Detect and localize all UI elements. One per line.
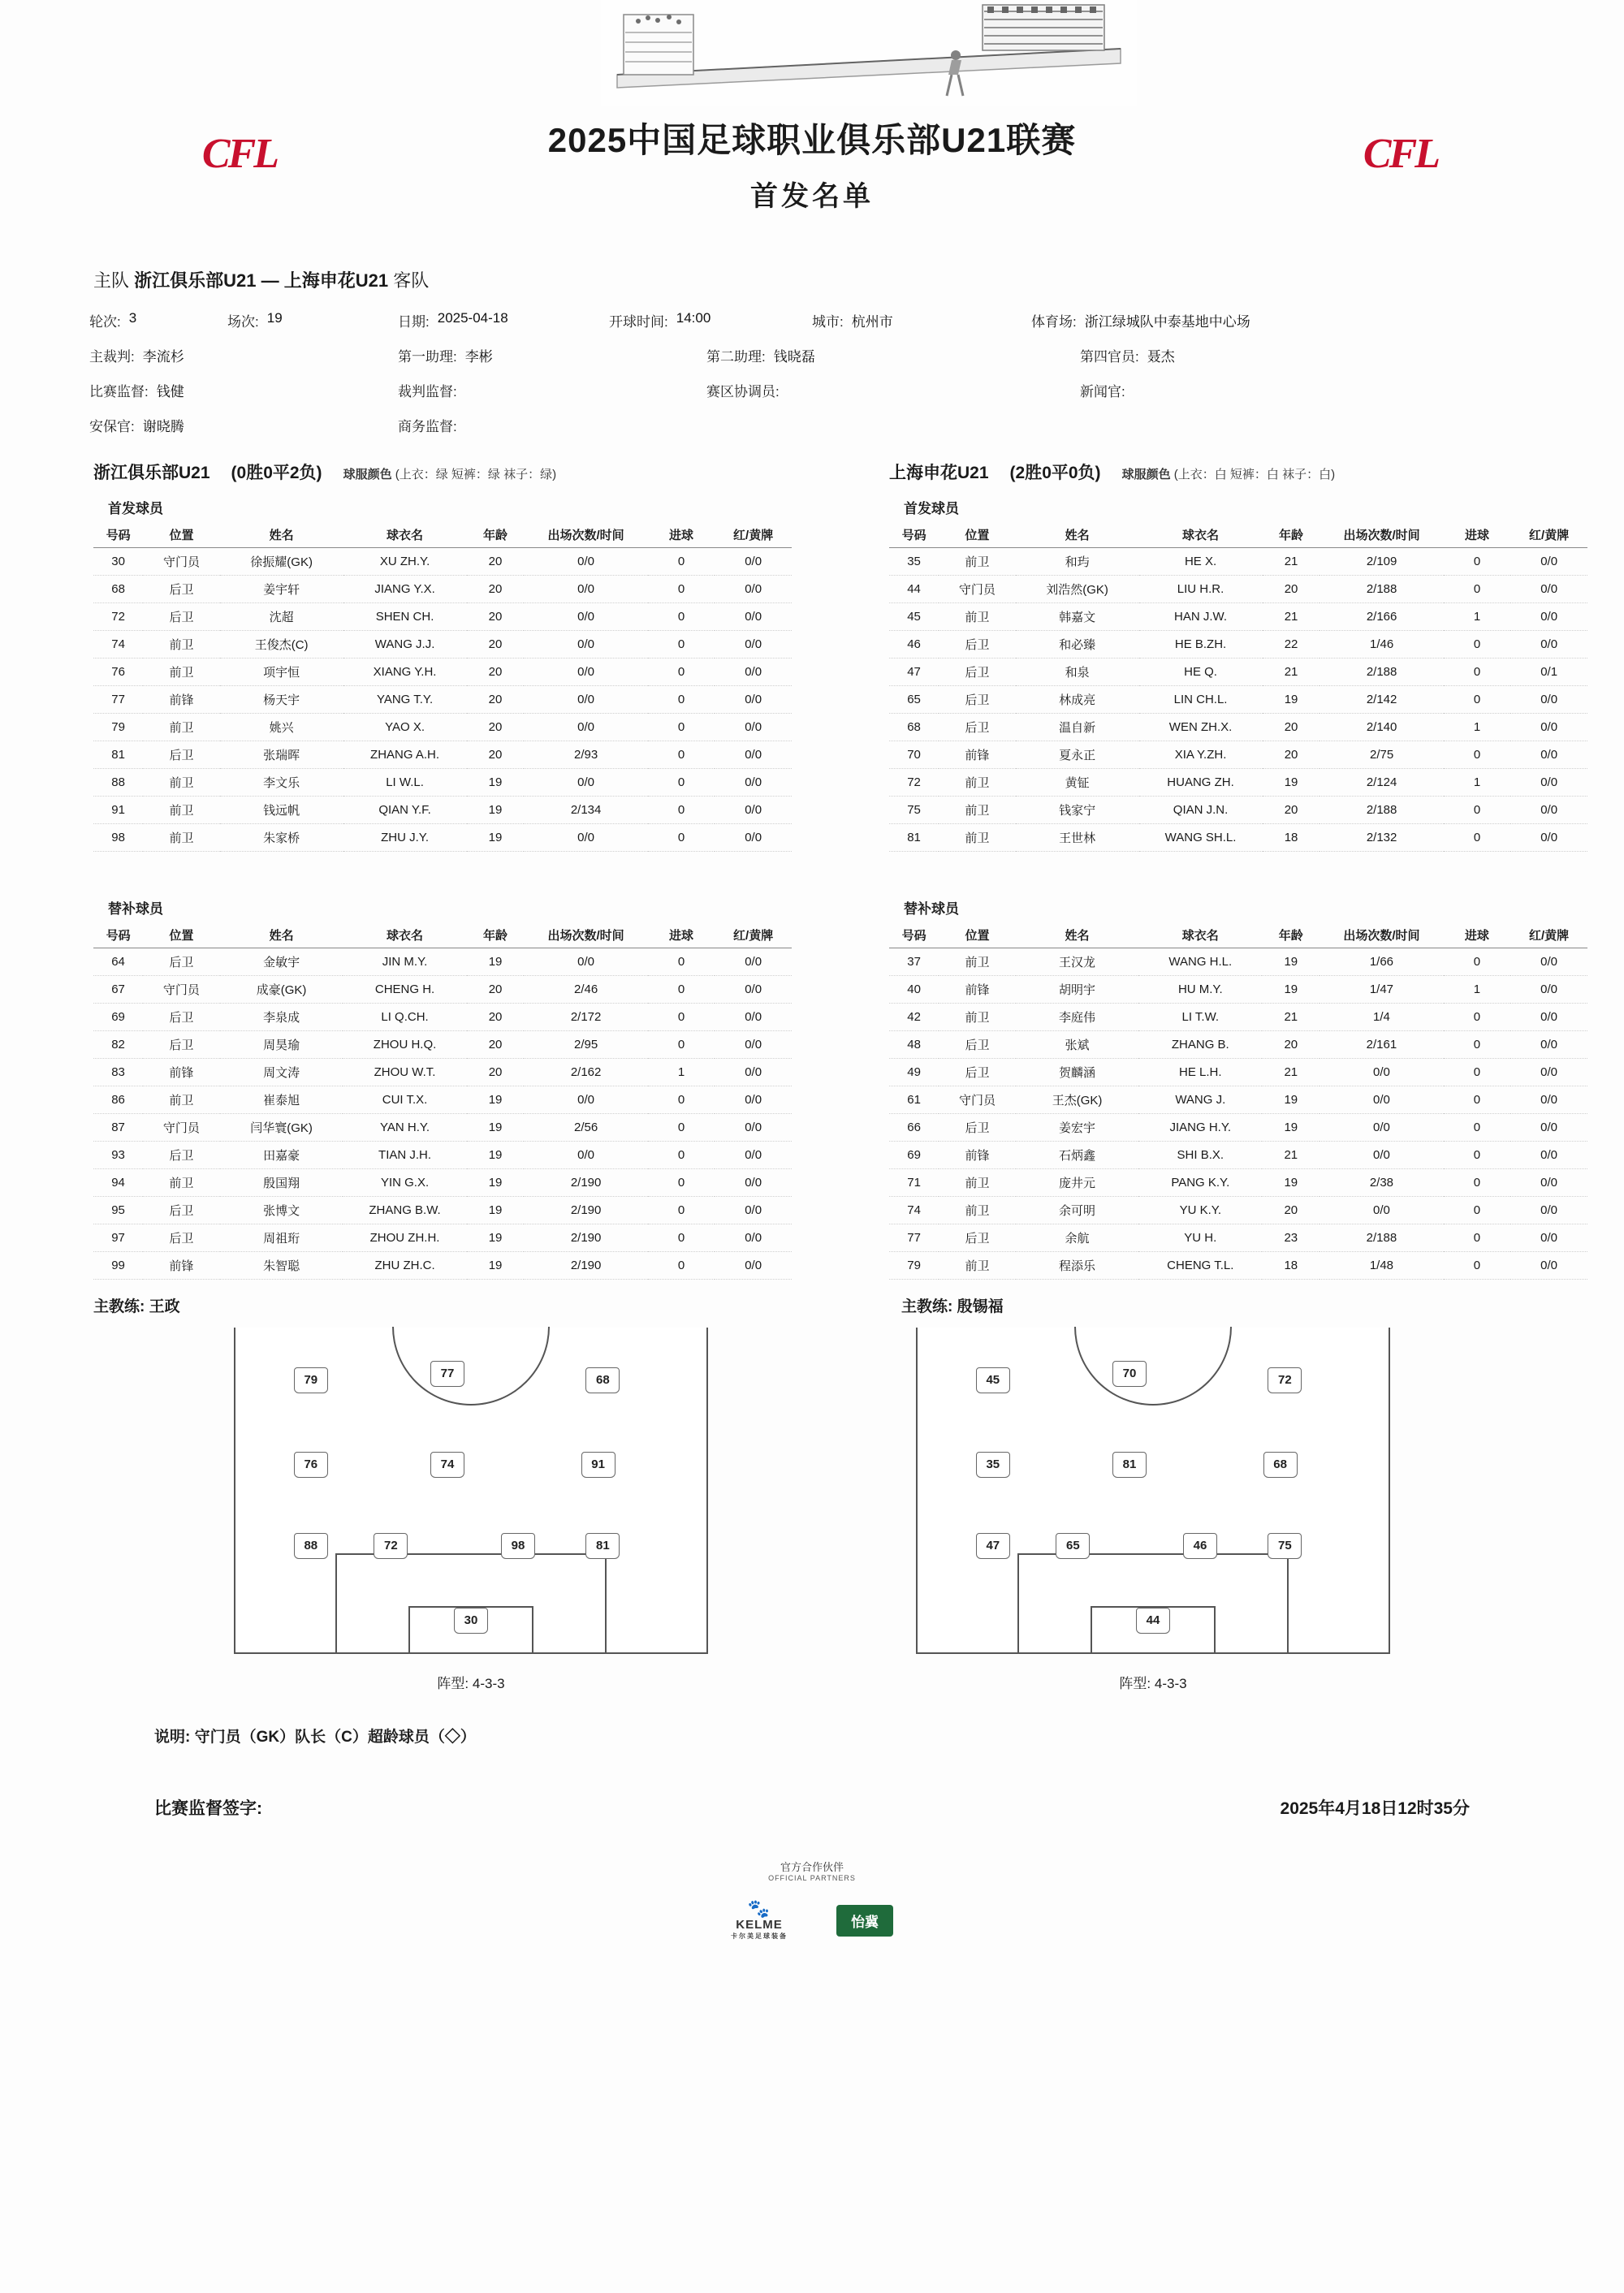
pitch-shirt: 47 xyxy=(976,1531,1010,1559)
home-starters-title: 首发球员 xyxy=(108,501,163,516)
info-fourth-official: 第四官员: 聂杰 xyxy=(1080,349,1175,365)
table-row: 48 后卫 张斌 ZHANG B. 20 2/161 0 0/0 xyxy=(889,1031,1587,1059)
table-row: 37 前卫 王汉龙 WANG H.L. 19 1/66 0 0/0 xyxy=(889,948,1587,976)
center-arc xyxy=(1074,1327,1232,1406)
away-team-record: (2胜0平0负) xyxy=(1009,464,1101,482)
info-press-officer: 新闻官: xyxy=(1080,384,1125,399)
pitch-shirt: 68 xyxy=(1263,1450,1298,1478)
table-row: 42 前卫 李庭伟 LI T.W. 21 1/4 0 0/0 xyxy=(889,1004,1587,1031)
info-coordinator: 赛区协调员: xyxy=(706,384,780,399)
table-row: 35 前卫 和玙 HE X. 21 2/109 0 0/0 xyxy=(889,548,1587,576)
table-row: 79 前卫 程添乐 CHENG T.L. 18 1/48 0 0/0 xyxy=(889,1252,1587,1280)
table-row: 81 后卫 张瑞晖 ZHANG A.H. 20 2/93 0 0/0 xyxy=(93,741,792,769)
table-row: 81 前卫 王世林 WANG SH.L. 18 2/132 0 0/0 xyxy=(889,824,1587,852)
page-title: 2025中国足球职业俱乐部U21联赛 xyxy=(547,121,1077,159)
signature-label: 比赛监督签字: xyxy=(154,1799,262,1818)
pitch-shirt: 44 xyxy=(1136,1606,1170,1634)
table-row: 70 前锋 夏永正 XIA Y.ZH. 20 2/75 0 0/0 xyxy=(889,741,1587,769)
table-row: 87 守门员 闫华寰(GK) YAN H.Y. 19 2/56 0 0/0 xyxy=(93,1114,792,1142)
pitch-shirt: 75 xyxy=(1268,1531,1302,1559)
table-row: 97 后卫 周祖珩 ZHOU ZH.H. 19 2/190 0 0/0 xyxy=(93,1224,792,1252)
match-info-row xyxy=(89,415,1543,435)
center-arc xyxy=(392,1327,550,1406)
home-kit-info: 球服颜色 (上衣：绿 短裤：绿 袜子：绿) xyxy=(343,468,557,481)
table-header-row: 号码 位置 姓名 球衣名 年龄 出场次数/时间 进球 红/黄牌 xyxy=(93,922,792,948)
paw-icon: 🐾 xyxy=(747,1898,771,1919)
info-security-officer: 安保官: 谢晓腾 xyxy=(89,419,184,434)
info-commercial-supervisor: 商务监督: xyxy=(398,419,457,434)
table-row: 86 前卫 崔泰旭 CUI T.X. 19 0/0 0 0/0 xyxy=(93,1086,792,1114)
table-row: 88 前卫 李文乐 LI W.L. 19 0/0 0 0/0 xyxy=(93,769,792,797)
home-team-name: 浙江俱乐部U21 xyxy=(134,270,257,291)
home-team-header xyxy=(93,460,812,484)
document-header xyxy=(0,0,1624,214)
table-row: 64 后卫 金敏宇 JIN M.Y. 19 0/0 0 0/0 xyxy=(93,948,792,976)
info-date: 日期: 2025-04-18 xyxy=(398,310,508,330)
table-row: 76 前卫 项宇恒 XIANG Y.H. 20 0/0 0 0/0 xyxy=(93,659,792,686)
pitch-shirt: 72 xyxy=(374,1531,408,1559)
pitch-shirt: 91 xyxy=(581,1450,615,1478)
pitch-shirt: 30 xyxy=(454,1606,488,1634)
match-dash: — xyxy=(261,270,279,291)
home-pitch xyxy=(234,1328,708,1654)
table-row: 95 后卫 张博文 ZHANG B.W. 19 2/190 0 0/0 xyxy=(93,1197,792,1224)
table-row: 44 守门员 刘浩然(GK) LIU H.R. 20 2/188 0 0/0 xyxy=(889,576,1587,603)
pitch-shirt: 74 xyxy=(430,1450,464,1478)
table-row: 69 前锋 石炳鑫 SHI B.X. 21 0/0 0 0/0 xyxy=(889,1142,1587,1169)
away-team-name: 上海申花U21 xyxy=(283,270,389,291)
away-team-block xyxy=(812,460,1570,1280)
pitch-shirt: 98 xyxy=(501,1531,535,1559)
table-row: 47 后卫 和泉 HE Q. 21 2/188 0 0/1 xyxy=(889,659,1587,686)
pitch-shirt: 45 xyxy=(976,1366,1010,1393)
table-row: 68 后卫 温自新 WEN ZH.X. 20 2/140 1 0/0 xyxy=(889,714,1587,741)
table-header-row: 号码 位置 姓名 球衣名 年龄 出场次数/时间 进球 红/黄牌 xyxy=(889,522,1587,548)
table-row: 46 后卫 和必臻 HE B.ZH. 22 1/46 0 0/0 xyxy=(889,631,1587,659)
table-row: 79 前卫 姚兴 YAO X. 20 0/0 0 0/0 xyxy=(93,714,792,741)
info-stadium: 体育场: 浙江绿城队中泰基地中心场 xyxy=(1031,314,1250,330)
table-row: 69 后卫 李泉成 LI Q.CH. 20 2/172 0 0/0 xyxy=(93,1004,792,1031)
pitch-shirt: 79 xyxy=(294,1366,328,1393)
table-row: 45 前卫 韩嘉文 HAN J.W. 21 2/166 1 0/0 xyxy=(889,603,1587,631)
table-row: 66 后卫 姜宏宇 JIANG H.Y. 19 0/0 0 0/0 xyxy=(889,1114,1587,1142)
match-info-row xyxy=(89,380,1543,400)
cfl-logo-left: CFL xyxy=(201,131,278,177)
info-city: 城市: 杭州市 xyxy=(812,314,893,330)
pitch-shirt: 81 xyxy=(1112,1450,1147,1478)
table-row: 72 后卫 沈超 SHEN CH. 20 0/0 0 0/0 xyxy=(93,603,792,631)
pitch-shirt: 65 xyxy=(1056,1531,1090,1559)
table-row: 30 守门员 徐振耀(GK) XU ZH.Y. 20 0/0 0 0/0 xyxy=(93,548,792,576)
table-row: 83 前锋 周文涛 ZHOU W.T. 20 2/162 1 0/0 xyxy=(93,1059,792,1086)
home-label: 主队 xyxy=(93,270,130,291)
pitch-shirt: 77 xyxy=(430,1359,464,1387)
home-subs-title: 替补球员 xyxy=(108,901,163,917)
pitch-shirt: 88 xyxy=(294,1531,328,1559)
away-coach-name: 殷锡福 xyxy=(957,1298,1004,1315)
match-info-grid xyxy=(89,310,1543,435)
teams-container xyxy=(0,460,1624,1280)
formation-diagrams xyxy=(0,1328,1624,1692)
table-row: 75 前卫 钱家宁 QIAN J.N. 20 2/188 0 0/0 xyxy=(889,797,1587,824)
legend-note: 说明: 守门员（GK）队长（C）超龄球员（◇） xyxy=(154,1729,476,1746)
table-row: 98 前卫 朱家桥 ZHU J.Y. 19 0/0 0 0/0 xyxy=(93,824,792,852)
table-row: 74 前卫 余可明 YU K.Y. 20 0/0 0 0/0 xyxy=(889,1197,1587,1224)
partners-title-en: OFFICIAL PARTNERS xyxy=(768,1874,856,1882)
away-subs-title: 替补球员 xyxy=(904,901,959,917)
info-round: 轮次: 3 xyxy=(89,310,137,330)
table-row: 71 前卫 庞井元 PANG K.Y. 19 2/38 0 0/0 xyxy=(889,1169,1587,1197)
away-team-title: 上海申花U21 xyxy=(889,464,989,482)
home-coach: 主教练: 王政 xyxy=(93,1298,180,1315)
table-row: 72 前卫 黄钲 HUANG ZH. 19 2/124 1 0/0 xyxy=(889,769,1587,797)
home-coach-name: 王政 xyxy=(149,1298,180,1315)
partners-title-cn: 官方合作伙伴 xyxy=(780,1861,844,1873)
table-row: 99 前锋 朱智聪 ZHU ZH.C. 19 2/190 0 0/0 xyxy=(93,1252,792,1280)
table-row: 77 前锋 杨天宇 YANG T.Y. 20 0/0 0 0/0 xyxy=(93,686,792,714)
home-starters-table xyxy=(93,522,792,852)
match-title xyxy=(93,267,1624,292)
signature-row xyxy=(154,1795,1470,1820)
away-pitch xyxy=(916,1328,1390,1654)
pitch-shirt: 46 xyxy=(1183,1531,1217,1559)
partner-logos xyxy=(0,1900,1624,1989)
partners-section xyxy=(0,1859,1624,1989)
away-team-header xyxy=(889,460,1543,484)
info-referee: 主裁判: 李流杉 xyxy=(89,349,184,365)
away-formation-label: 阵型: 4-3-3 xyxy=(1119,1676,1187,1691)
match-info-row xyxy=(89,310,1543,330)
info-match-supervisor: 比赛监督: 钱健 xyxy=(89,384,184,399)
info-referee-supervisor: 裁判监督: xyxy=(398,384,457,399)
pitch-shirt: 35 xyxy=(976,1450,1010,1478)
table-row: 91 前卫 钱远帆 QIAN Y.F. 19 2/134 0 0/0 xyxy=(93,797,792,824)
pitch-shirt: 68 xyxy=(585,1366,620,1393)
table-row: 74 前卫 王俊杰(C) WANG J.J. 20 0/0 0 0/0 xyxy=(93,631,792,659)
timestamp: 2025年4月18日12时35分 xyxy=(1280,1799,1470,1818)
pitch-shirt: 70 xyxy=(1112,1359,1147,1387)
away-starters-table xyxy=(889,522,1587,852)
home-team-block xyxy=(93,460,812,1280)
away-subs-table xyxy=(889,922,1587,1280)
table-row: 40 前锋 胡明宇 HU M.Y. 19 1/47 1 0/0 xyxy=(889,976,1587,1004)
table-gap xyxy=(889,852,1543,884)
pitch-shirt: 72 xyxy=(1268,1366,1302,1393)
table-row: 94 前卫 殷国翔 YIN G.X. 19 2/190 0 0/0 xyxy=(93,1169,792,1197)
away-label: 客队 xyxy=(393,270,430,291)
pitch-shirt: 81 xyxy=(585,1531,620,1559)
away-coach: 主教练: 殷锡福 xyxy=(901,1298,1004,1315)
table-row: 82 后卫 周昊瑜 ZHOU H.Q. 20 2/95 0 0/0 xyxy=(93,1031,792,1059)
table-row: 68 后卫 姜宇轩 JIANG Y.X. 20 0/0 0 0/0 xyxy=(93,576,792,603)
away-formation-wrap xyxy=(893,1328,1413,1692)
home-team-record: (0胜0平2负) xyxy=(231,464,322,482)
table-header-row: 号码 位置 姓名 球衣名 年龄 出场次数/时间 进球 红/黄牌 xyxy=(889,922,1587,948)
info-assistant1: 第一助理: 李彬 xyxy=(398,349,493,365)
table-header-row: 号码 位置 姓名 球衣名 年龄 出场次数/时间 进球 红/黄牌 xyxy=(93,522,792,548)
page-subtitle: 首发名单 xyxy=(750,181,874,212)
partner2-logo: 怡冀 xyxy=(836,1905,893,1937)
pitch-shirt: 76 xyxy=(294,1450,328,1478)
match-info-row xyxy=(89,345,1543,365)
info-kickoff: 开球时间: 14:00 xyxy=(609,310,711,330)
table-row: 93 后卫 田嘉豪 TIAN J.H. 19 0/0 0 0/0 xyxy=(93,1142,792,1169)
cfl-logo-right: CFL xyxy=(1363,131,1439,177)
table-row: 65 后卫 林成亮 LIN CH.L. 19 2/142 0 0/0 xyxy=(889,686,1587,714)
info-matchno: 场次: 19 xyxy=(227,310,283,330)
home-formation-label: 阵型: 4-3-3 xyxy=(437,1676,505,1691)
table-gap xyxy=(93,852,812,884)
table-row: 61 守门员 王杰(GK) WANG J. 19 0/0 0 0/0 xyxy=(889,1086,1587,1114)
away-starters-title: 首发球员 xyxy=(904,501,959,516)
away-kit-info: 球服颜色 (上衣：白 短裤：白 袜子：白) xyxy=(1121,468,1336,481)
table-row: 49 后卫 贺麟涵 HE L.H. 21 0/0 0 0/0 xyxy=(889,1059,1587,1086)
coach-row xyxy=(0,1294,1624,1316)
kelme-logo: 🐾 KELME 卡尔美足球装备 xyxy=(731,1898,788,1940)
home-subs-table xyxy=(93,922,792,1280)
info-assistant2: 第二助理: 钱晓磊 xyxy=(706,349,815,365)
home-team-title: 浙江俱乐部U21 xyxy=(93,464,210,482)
table-row: 67 守门员 成豪(GK) CHENG H. 20 2/46 0 0/0 xyxy=(93,976,792,1004)
home-formation-wrap xyxy=(211,1328,731,1692)
table-row: 77 后卫 余航 YU H. 23 2/188 0 0/0 xyxy=(889,1224,1587,1252)
